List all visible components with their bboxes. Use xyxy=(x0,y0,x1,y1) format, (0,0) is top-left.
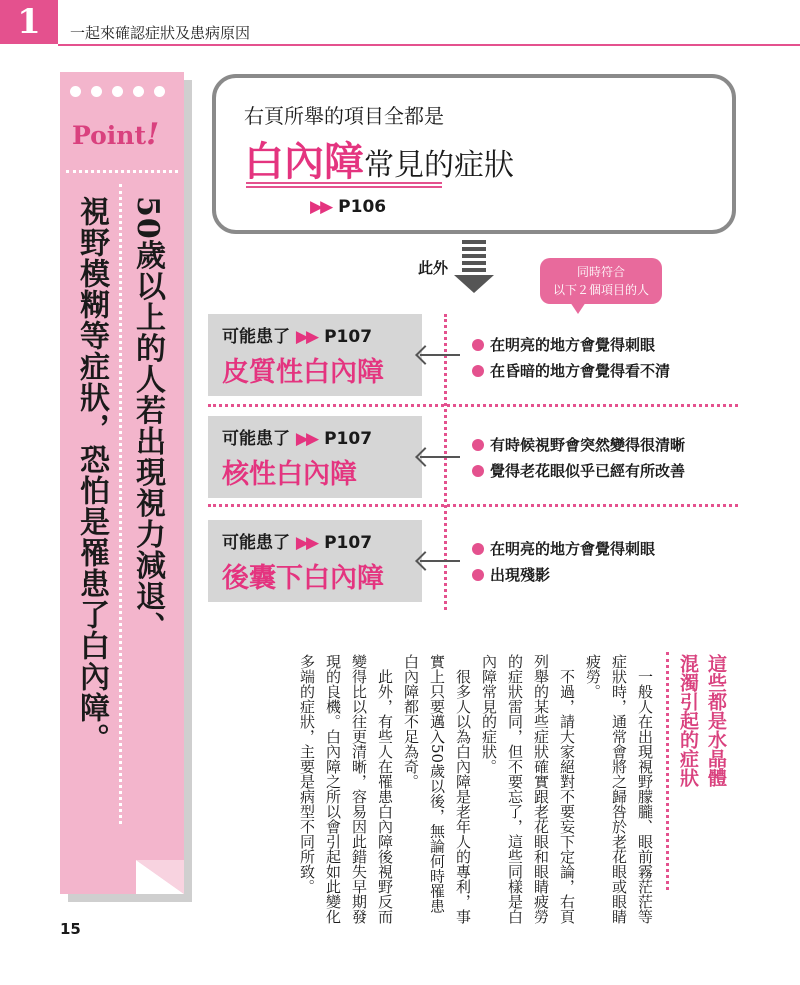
article-paragraph: 一般人在出現視野朦朧、眼前霧茫茫等症狀時，通常會將之歸咎於老花眼或眼睛疲勞。 xyxy=(584,654,654,924)
type-prefix: 可能患了 ▶▶ P107 xyxy=(222,429,373,449)
bullet-icon xyxy=(472,465,484,477)
besides-label: 此外 xyxy=(418,259,449,277)
symptom-item: 出現殘影 xyxy=(472,564,550,585)
double-triangle-icon: ▶▶ xyxy=(295,429,317,449)
symptom-item: 在明亮的地方會覺得刺眼 xyxy=(472,334,655,355)
article-title xyxy=(674,654,730,854)
down-arrow-icon xyxy=(454,240,494,293)
main-title-rest: 常見的症狀 xyxy=(364,148,514,183)
left-arrow-icon xyxy=(420,456,460,458)
symptom-item: 在昏暗的地方會覺得看不清 xyxy=(472,360,670,381)
main-subtitle: 右頁所舉的項目全都是 xyxy=(244,104,444,128)
type-prefix: 可能患了 ▶▶ P107 xyxy=(222,327,373,347)
article-paragraph: 很多人以為白內障是老年人的專利，事實上只要邁入50歲以後，無論何時罹患白內障都不足為奇。 xyxy=(402,654,472,924)
article-body xyxy=(234,654,658,924)
article-title-dotted-rule xyxy=(666,652,669,890)
page-number: 15 xyxy=(60,920,81,938)
title-underline xyxy=(246,182,442,188)
article-paragraph: 此外，有些人在罹患白內障後視野反而變得比以往更清晰，容易因此錯失早期發現的良機。白內障之所以會引起如此變化多端的症狀，主要是病型不同所致。 xyxy=(298,654,394,924)
symptom-item: 有時候視野會突然變得很清晰 xyxy=(472,434,685,455)
main-title-highlight: 白內障 xyxy=(244,139,364,185)
header-rule xyxy=(58,44,800,46)
point-label: Point! xyxy=(72,117,160,152)
symptom-item: 在明亮的地方會覺得刺眼 xyxy=(472,538,655,559)
vertical-dotted-divider xyxy=(444,314,447,610)
type-name: 後囊下白內障 xyxy=(222,563,384,594)
double-triangle-icon: ▶▶ xyxy=(310,197,331,217)
bullet-icon xyxy=(472,569,484,581)
point-text-line-2: 視野模糊等症狀，恐怕是罹患了白內障。 xyxy=(74,196,109,754)
double-triangle-icon: ▶▶ xyxy=(295,533,317,553)
bullet-icon xyxy=(472,439,484,451)
bubble-line-1: 同時符合 xyxy=(576,265,625,279)
article-title-line-2: 混濁引起的症狀 xyxy=(677,654,699,787)
left-arrow-icon xyxy=(420,354,460,356)
article-paragraph: 不過，請大家絕對不要妄下定論，右頁列舉的某些症狀確實跟老花眼和眼睛疲勞的症狀雷同，但不要忘了，這些同樣是白內障常見的症狀。 xyxy=(480,654,576,924)
bullet-icon xyxy=(472,365,484,377)
bubble-line-2: 以下２個項目的人 xyxy=(552,283,649,297)
symptom-item: 覺得老花眼似乎已經有所改善 xyxy=(472,460,685,481)
double-triangle-icon: ▶▶ xyxy=(295,327,317,347)
condition-speech-bubble xyxy=(540,258,662,304)
main-title xyxy=(244,130,514,187)
chapter-number: 1 xyxy=(0,0,58,44)
point-separator xyxy=(66,170,178,173)
cataract-type-box-posterior-subcapsular xyxy=(208,520,422,602)
bullet-icon xyxy=(472,543,484,555)
chapter-title: 一起來確認症狀及患病原因 xyxy=(70,24,251,42)
type-name: 核性白內障 xyxy=(222,459,357,490)
point-dots xyxy=(70,86,165,97)
cataract-type-box-nuclear xyxy=(208,416,422,498)
row-divider xyxy=(208,504,738,507)
type-name: 皮質性白內障 xyxy=(222,357,384,388)
bullet-icon xyxy=(472,339,484,351)
row-divider xyxy=(208,404,738,407)
article-title-line-1: 這些都是水晶體 xyxy=(705,654,727,787)
point-text-line-1: 50歲以上的人若出現視力減退、 xyxy=(130,196,165,643)
main-page-ref: ▶▶ P106 xyxy=(310,197,387,217)
cataract-type-box-cortical xyxy=(208,314,422,396)
point-column-divider xyxy=(119,184,122,824)
type-prefix: 可能患了 ▶▶ P107 xyxy=(222,533,373,553)
left-arrow-icon xyxy=(420,560,460,562)
point-exclamation: ! xyxy=(146,117,160,152)
page-curl-back xyxy=(136,860,184,894)
